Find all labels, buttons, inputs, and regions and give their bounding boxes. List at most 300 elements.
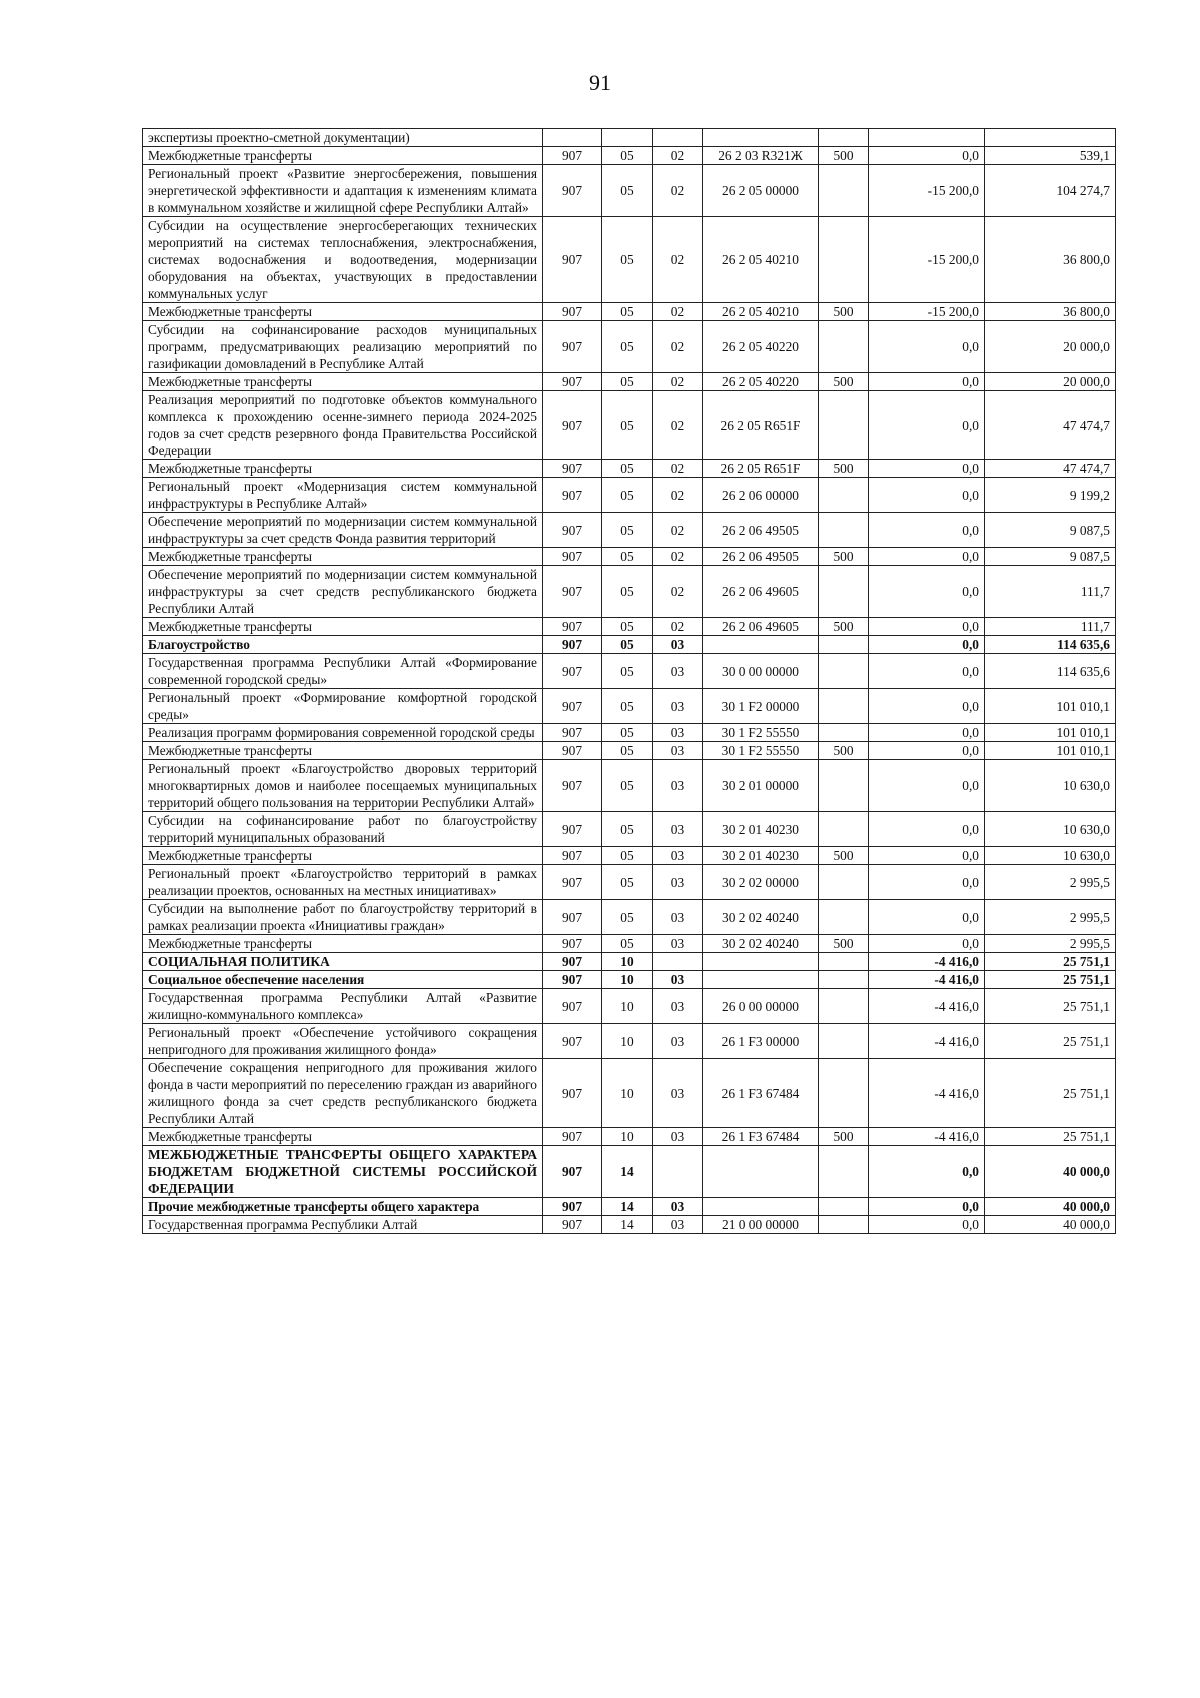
cell-change-amount: 0,0 [869,548,985,566]
cell-subsection: 02 [653,618,703,636]
cell-section: 05 [602,618,653,636]
cell-target-article: 21 0 00 00000 [703,1216,819,1234]
cell-target-article: 26 2 06 49505 [703,548,819,566]
cell-subsection: 02 [653,460,703,478]
table-row [143,689,1116,724]
cell-change-amount: 0,0 [869,935,985,953]
cell-section: 05 [602,478,653,513]
cell-section: 14 [602,1198,653,1216]
cell-change-amount: 0,0 [869,847,985,865]
cell-subsection: 02 [653,303,703,321]
cell-section: 05 [602,724,653,742]
cell-expense-type [819,129,869,147]
cell-change-amount: 0,0 [869,1146,985,1198]
cell-expense-type: 500 [819,742,869,760]
cell-target-article: 26 2 05 40220 [703,321,819,373]
cell-total-amount: 25 751,1 [985,1059,1116,1128]
cell-change-amount: 0,0 [869,566,985,618]
cell-total-amount: 25 751,1 [985,1128,1116,1146]
cell-expense-type: 500 [819,460,869,478]
cell-subsection: 03 [653,1198,703,1216]
cell-change-amount: 0,0 [869,513,985,548]
table-row [143,971,1116,989]
cell-section: 05 [602,165,653,217]
cell-name: Государственная программа Республики Алтай «Формирование современной городской среды» [143,654,543,689]
cell-target-article: 26 1 F3 67484 [703,1059,819,1128]
cell-section: 05 [602,847,653,865]
cell-total-amount: 101 010,1 [985,742,1116,760]
cell-subsection: 03 [653,812,703,847]
cell-target-article: 30 1 F2 55550 [703,742,819,760]
cell-change-amount: 0,0 [869,689,985,724]
cell-name: Государственная программа Республики Алтай «Развитие жилищно-коммунального комплекса» [143,989,543,1024]
cell-target-article: 26 0 00 00000 [703,989,819,1024]
cell-total-amount: 36 800,0 [985,303,1116,321]
cell-total-amount: 25 751,1 [985,989,1116,1024]
cell-ministry-code: 907 [543,321,602,373]
cell-change-amount: 0,0 [869,654,985,689]
cell-expense-type [819,165,869,217]
cell-total-amount: 40 000,0 [985,1146,1116,1198]
cell-total-amount: 47 474,7 [985,460,1116,478]
cell-ministry-code: 907 [543,689,602,724]
cell-ministry-code: 907 [543,1059,602,1128]
cell-expense-type [819,900,869,935]
cell-ministry-code: 907 [543,460,602,478]
cell-change-amount: -4 416,0 [869,953,985,971]
cell-change-amount: -4 416,0 [869,1059,985,1128]
cell-name: Региональный проект «Развитие энергосбережения, повышения энергетической эффективности и адаптация к изменениям климата в коммунальном хозяйстве и жилищной сфере Республики Алтай» [143,165,543,217]
cell-ministry-code: 907 [543,548,602,566]
cell-subsection: 03 [653,654,703,689]
cell-name: Обеспечение мероприятий по модернизации систем коммунальной инфраструктуры за счет средств республиканского бюджета Республики Алтай [143,566,543,618]
cell-subsection: 03 [653,971,703,989]
table-row [143,129,1116,147]
cell-subsection: 02 [653,165,703,217]
cell-name: Реализация программ формирования современной городской среды [143,724,543,742]
cell-expense-type [819,1059,869,1128]
cell-change-amount: 0,0 [869,391,985,460]
cell-name: Региональный проект «Благоустройство территорий в рамках реализации проектов, основанных на местных инициативах» [143,865,543,900]
table-row [143,618,1116,636]
table-row [143,548,1116,566]
table-row [143,1198,1116,1216]
table-row [143,812,1116,847]
cell-target-article [703,953,819,971]
cell-expense-type: 500 [819,548,869,566]
cell-subsection: 02 [653,478,703,513]
cell-expense-type: 500 [819,303,869,321]
cell-expense-type [819,1024,869,1059]
cell-subsection [653,129,703,147]
table-row [143,373,1116,391]
cell-change-amount: -4 416,0 [869,1128,985,1146]
table-row [143,989,1116,1024]
cell-expense-type: 500 [819,147,869,165]
cell-name: Межбюджетные трансферты [143,935,543,953]
cell-target-article: 26 1 F3 00000 [703,1024,819,1059]
cell-name: Государственная программа Республики Алтай [143,1216,543,1234]
table-row [143,724,1116,742]
cell-change-amount: 0,0 [869,618,985,636]
cell-change-amount: -15 200,0 [869,303,985,321]
cell-subsection [653,953,703,971]
cell-name: Межбюджетные трансферты [143,742,543,760]
cell-section: 10 [602,971,653,989]
cell-change-amount: -4 416,0 [869,971,985,989]
cell-change-amount: 0,0 [869,865,985,900]
cell-expense-type [819,321,869,373]
cell-ministry-code: 907 [543,724,602,742]
cell-section: 05 [602,303,653,321]
table-body [143,129,1116,1234]
cell-change-amount: -15 200,0 [869,165,985,217]
cell-subsection: 03 [653,935,703,953]
cell-ministry-code: 907 [543,478,602,513]
cell-total-amount: 10 630,0 [985,760,1116,812]
cell-subsection: 02 [653,566,703,618]
cell-total-amount: 20 000,0 [985,373,1116,391]
table-row [143,636,1116,654]
cell-target-article: 30 2 01 40230 [703,847,819,865]
cell-name: МЕЖБЮДЖЕТНЫЕ ТРАНСФЕРТЫ ОБЩЕГО ХАРАКТЕРА БЮДЖЕТАМ БЮДЖЕТНОЙ СИСТЕМЫ РОССИЙСКОЙ ФЕДЕРАЦИИ [143,1146,543,1198]
cell-section: 05 [602,460,653,478]
cell-target-article [703,1146,819,1198]
cell-change-amount: 0,0 [869,321,985,373]
table-row [143,1216,1116,1234]
cell-name: Межбюджетные трансферты [143,303,543,321]
cell-name: Региональный проект «Обеспечение устойчивого сокращения непригодного для проживания жилищного фонда» [143,1024,543,1059]
cell-expense-type [819,1198,869,1216]
cell-target-article [703,636,819,654]
cell-name: Межбюджетные трансферты [143,548,543,566]
cell-ministry-code: 907 [543,303,602,321]
table-row [143,1146,1116,1198]
cell-target-article: 26 2 05 00000 [703,165,819,217]
cell-target-article: 26 2 03 R321Ж [703,147,819,165]
cell-change-amount: -4 416,0 [869,1024,985,1059]
table-row [143,147,1116,165]
cell-section: 05 [602,513,653,548]
cell-section: 05 [602,689,653,724]
cell-target-article [703,129,819,147]
cell-section: 05 [602,147,653,165]
cell-expense-type [819,724,869,742]
cell-section: 05 [602,760,653,812]
cell-ministry-code: 907 [543,935,602,953]
cell-target-article: 26 2 05 R651F [703,460,819,478]
cell-target-article: 26 2 06 00000 [703,478,819,513]
cell-name: Обеспечение сокращения непригодного для проживания жилого фонда в части мероприятий по переселению граждан из аварийного жилищного фонда за счет средств республиканского бюджета Республики Алтай [143,1059,543,1128]
cell-name: Межбюджетные трансферты [143,1128,543,1146]
cell-subsection: 02 [653,147,703,165]
cell-target-article: 30 2 01 40230 [703,812,819,847]
cell-total-amount: 25 751,1 [985,971,1116,989]
cell-name: Субсидии на софинансирование расходов муниципальных программ, предусматривающих реализацию мероприятий по газификации домовладений в Республике Алтай [143,321,543,373]
cell-subsection: 02 [653,321,703,373]
cell-subsection: 03 [653,636,703,654]
cell-name: Региональный проект «Благоустройство дворовых территорий многоквартирных домов и наиболее посещаемых муниципальных территорий общего пользования на территории Республики Алтай» [143,760,543,812]
cell-total-amount: 111,7 [985,566,1116,618]
cell-section: 05 [602,900,653,935]
cell-ministry-code: 907 [543,566,602,618]
cell-subsection: 02 [653,373,703,391]
cell-subsection: 03 [653,1216,703,1234]
cell-name: Межбюджетные трансферты [143,460,543,478]
cell-change-amount: 0,0 [869,478,985,513]
cell-ministry-code: 907 [543,373,602,391]
cell-name: Межбюджетные трансферты [143,847,543,865]
table-row [143,1024,1116,1059]
table-row [143,953,1116,971]
cell-change-amount: 0,0 [869,147,985,165]
cell-ministry-code: 907 [543,147,602,165]
cell-section: 14 [602,1216,653,1234]
cell-expense-type [819,812,869,847]
cell-name: Межбюджетные трансферты [143,618,543,636]
cell-section: 10 [602,989,653,1024]
cell-target-article: 26 2 05 40210 [703,217,819,303]
cell-section: 10 [602,1128,653,1146]
table-row [143,1059,1116,1128]
cell-section: 05 [602,812,653,847]
cell-ministry-code: 907 [543,1216,602,1234]
cell-target-article: 26 2 06 49605 [703,566,819,618]
cell-expense-type: 500 [819,373,869,391]
cell-subsection: 03 [653,1024,703,1059]
cell-name: Социальное обеспечение населения [143,971,543,989]
cell-expense-type [819,971,869,989]
cell-section: 05 [602,636,653,654]
cell-target-article: 26 2 06 49605 [703,618,819,636]
page-number: 91 [589,70,611,95]
cell-change-amount: -4 416,0 [869,989,985,1024]
cell-ministry-code: 907 [543,742,602,760]
cell-total-amount: 2 995,5 [985,900,1116,935]
cell-name: Субсидии на софинансирование работ по благоустройству территорий муниципальных образований [143,812,543,847]
cell-total-amount: 101 010,1 [985,724,1116,742]
cell-name: Региональный проект «Модернизация систем коммунальной инфраструктуры в Республике Алтай» [143,478,543,513]
cell-expense-type [819,760,869,812]
table-row [143,217,1116,303]
cell-total-amount: 2 995,5 [985,865,1116,900]
cell-ministry-code: 907 [543,1146,602,1198]
cell-target-article: 30 1 F2 00000 [703,689,819,724]
table-row [143,900,1116,935]
cell-ministry-code: 907 [543,217,602,303]
table-row [143,847,1116,865]
cell-total-amount: 36 800,0 [985,217,1116,303]
cell-change-amount: 0,0 [869,373,985,391]
cell-name: Прочие межбюджетные трансферты общего характера [143,1198,543,1216]
cell-target-article [703,971,819,989]
cell-section: 05 [602,548,653,566]
table-row [143,513,1116,548]
cell-name: Субсидии на выполнение работ по благоустройству территорий в рамках реализации проекта «Инициативы граждан» [143,900,543,935]
cell-ministry-code: 907 [543,865,602,900]
cell-expense-type [819,865,869,900]
cell-ministry-code: 907 [543,971,602,989]
cell-subsection: 03 [653,1128,703,1146]
cell-expense-type [819,217,869,303]
cell-expense-type [819,654,869,689]
cell-ministry-code: 907 [543,1198,602,1216]
cell-subsection: 03 [653,900,703,935]
cell-subsection: 03 [653,865,703,900]
cell-change-amount: 0,0 [869,812,985,847]
cell-ministry-code: 907 [543,1024,602,1059]
cell-name: СОЦИАЛЬНАЯ ПОЛИТИКА [143,953,543,971]
cell-change-amount: 0,0 [869,760,985,812]
cell-change-amount: 0,0 [869,724,985,742]
cell-ministry-code: 907 [543,618,602,636]
cell-total-amount: 104 274,7 [985,165,1116,217]
cell-name: Обеспечение мероприятий по модернизации систем коммунальной инфраструктуры за счет средств Фонда развития территорий [143,513,543,548]
cell-subsection: 03 [653,1059,703,1128]
cell-target-article: 30 2 01 00000 [703,760,819,812]
cell-expense-type [819,953,869,971]
table-row [143,935,1116,953]
cell-ministry-code: 907 [543,760,602,812]
cell-change-amount: 0,0 [869,1216,985,1234]
cell-ministry-code: 907 [543,989,602,1024]
cell-ministry-code: 907 [543,900,602,935]
cell-section: 05 [602,566,653,618]
table-row [143,566,1116,618]
cell-expense-type [819,478,869,513]
cell-section: 10 [602,953,653,971]
table-row [143,654,1116,689]
cell-subsection: 03 [653,742,703,760]
cell-total-amount: 25 751,1 [985,953,1116,971]
cell-target-article: 30 2 02 40240 [703,900,819,935]
table-row [143,303,1116,321]
cell-subsection: 03 [653,760,703,812]
cell-expense-type [819,636,869,654]
cell-ministry-code [543,129,602,147]
cell-change-amount: -15 200,0 [869,217,985,303]
cell-expense-type: 500 [819,935,869,953]
cell-change-amount: 0,0 [869,1198,985,1216]
cell-target-article: 26 2 05 40210 [703,303,819,321]
cell-name: Региональный проект «Формирование комфортной городской среды» [143,689,543,724]
cell-subsection: 02 [653,513,703,548]
cell-target-article: 26 1 F3 67484 [703,1128,819,1146]
cell-target-article: 30 2 02 00000 [703,865,819,900]
table-row [143,865,1116,900]
cell-expense-type: 500 [819,618,869,636]
cell-total-amount: 111,7 [985,618,1116,636]
cell-subsection: 03 [653,847,703,865]
cell-subsection: 02 [653,548,703,566]
cell-section: 05 [602,321,653,373]
cell-total-amount: 114 635,6 [985,636,1116,654]
cell-expense-type [819,689,869,724]
cell-subsection: 03 [653,689,703,724]
cell-ministry-code: 907 [543,636,602,654]
cell-total-amount: 9 087,5 [985,548,1116,566]
table-row [143,321,1116,373]
cell-name: экспертизы проектно-сметной документации) [143,129,543,147]
cell-expense-type [819,566,869,618]
cell-total-amount: 9 087,5 [985,513,1116,548]
cell-total-amount [985,129,1116,147]
cell-ministry-code: 907 [543,391,602,460]
cell-subsection: 03 [653,989,703,1024]
cell-subsection: 03 [653,724,703,742]
cell-total-amount: 10 630,0 [985,812,1116,847]
cell-section: 05 [602,935,653,953]
cell-expense-type: 500 [819,847,869,865]
cell-total-amount: 114 635,6 [985,654,1116,689]
table-row [143,742,1116,760]
cell-total-amount: 25 751,1 [985,1024,1116,1059]
cell-ministry-code: 907 [543,812,602,847]
cell-section: 10 [602,1059,653,1128]
cell-ministry-code: 907 [543,654,602,689]
cell-section: 14 [602,1146,653,1198]
cell-section [602,129,653,147]
cell-target-article: 30 1 F2 55550 [703,724,819,742]
cell-total-amount: 40 000,0 [985,1216,1116,1234]
cell-name: Межбюджетные трансферты [143,373,543,391]
cell-total-amount: 40 000,0 [985,1198,1116,1216]
cell-ministry-code: 907 [543,953,602,971]
cell-change-amount: 0,0 [869,900,985,935]
table-row [143,478,1116,513]
cell-expense-type [819,513,869,548]
budget-table [142,128,1116,1234]
cell-total-amount: 9 199,2 [985,478,1116,513]
table-row [143,165,1116,217]
cell-target-article [703,1198,819,1216]
cell-ministry-code: 907 [543,165,602,217]
cell-name: Благоустройство [143,636,543,654]
table-row [143,760,1116,812]
cell-subsection: 02 [653,217,703,303]
cell-expense-type [819,391,869,460]
cell-subsection [653,1146,703,1198]
cell-expense-type: 500 [819,1128,869,1146]
table-row [143,460,1116,478]
cell-section: 05 [602,742,653,760]
cell-section: 05 [602,217,653,303]
cell-target-article: 26 2 06 49505 [703,513,819,548]
cell-change-amount: 0,0 [869,636,985,654]
cell-target-article: 26 2 05 R651F [703,391,819,460]
cell-total-amount: 101 010,1 [985,689,1116,724]
table-row [143,391,1116,460]
cell-ministry-code: 907 [543,847,602,865]
cell-section: 05 [602,654,653,689]
cell-target-article: 30 2 02 40240 [703,935,819,953]
cell-section: 05 [602,865,653,900]
cell-total-amount: 20 000,0 [985,321,1116,373]
cell-change-amount [869,129,985,147]
cell-change-amount: 0,0 [869,742,985,760]
cell-name: Межбюджетные трансферты [143,147,543,165]
cell-section: 05 [602,391,653,460]
cell-expense-type [819,989,869,1024]
cell-section: 10 [602,1024,653,1059]
cell-total-amount: 2 995,5 [985,935,1116,953]
cell-expense-type [819,1146,869,1198]
cell-target-article: 30 0 00 00000 [703,654,819,689]
cell-change-amount: 0,0 [869,460,985,478]
cell-subsection: 02 [653,391,703,460]
cell-total-amount: 539,1 [985,147,1116,165]
cell-ministry-code: 907 [543,1128,602,1146]
